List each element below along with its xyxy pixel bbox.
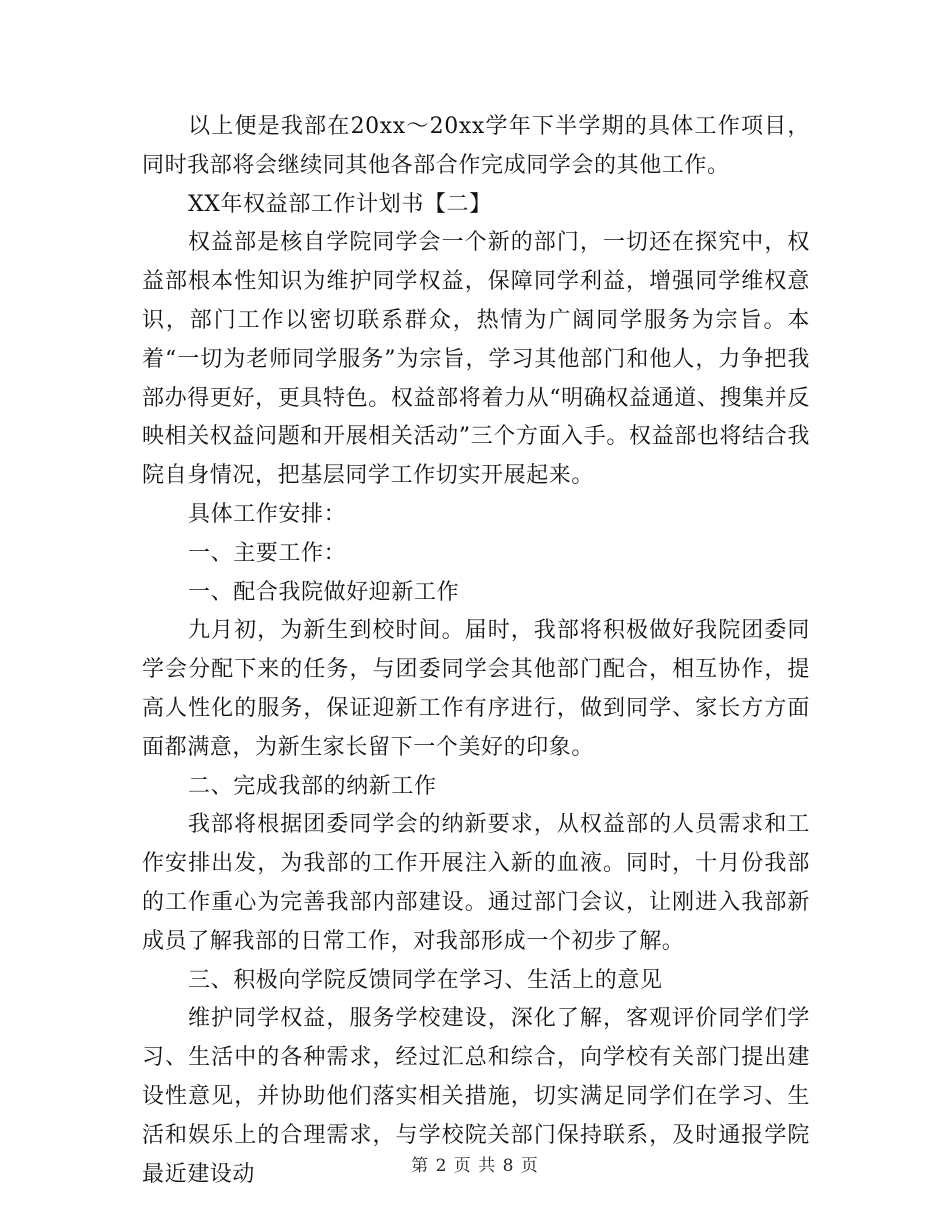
paragraph-closing-summary: 以上便是我部在20xx～20xx学年下半学期的具体工作项目，同时我部将会继续同其他各部合作完成同学会的其他工作。: [142, 114, 810, 178]
document-body: [142, 108, 810, 1194]
heading-freshman-welcome: 一、配合我院做好迎新工作: [188, 579, 460, 605]
heading-recruitment: 二、完成我部的纳新工作: [188, 773, 437, 799]
page-number-footer: 第 2 页 共 8 页: [411, 1156, 539, 1176]
heading-feedback: 三、积极向学院反馈同学在学习、生活上的意见: [188, 967, 663, 993]
paragraph-recruitment: 我部将根据团委同学会的纳新要求，从权益部的人员需求和工作安排出发，为我部的工作开展注入新的血液。同时，十月份我部的工作重心为完善我部内部建设。通过部门会议，让刚进入我部新成员了解我部的日常工作，对我部形成一个初步了解。: [142, 812, 810, 954]
paragraph-freshman-welcome: 九月初，为新生到校时间。届时，我部将积极做好我院团委同学会分配下来的任务，与团委同学会其他部门配合，相互协作，提高人性化的服务，保证迎新工作有序进行，做到同学、家长方方面面都满意，为新生家长留下一个美好的印象。: [142, 618, 810, 760]
heading-work-arrangement: 具体工作安排：: [188, 501, 347, 527]
section-title-plan-two: XX年权益部工作计划书【二】: [188, 191, 492, 217]
paragraph-feedback: 维护同学权益，服务学校建设，深化了解，客观评价同学们学习、生活中的各种需求，经过汇总和综合，向学校有关部门提出建设性意见，并协助他们落实相关措施，切实满足同学们在学习、生活和娱乐上的合理需求，与学校院关部门保持联系，及时通报学院最近建设动: [142, 1006, 810, 1187]
paragraph-department-intro: 权益部是核自学院同学会一个新的部门，一切还在探究中，权益部根本性知识为维护同学权益，保障同学利益，增强同学维权意识，部门工作以密切联系群众，热情为广阔同学服务为宗旨。本着“一切为老师同学服务”为宗旨，学习其他部门和他人，力争把我部办得更好，更具特色。权益部将着力从“明确权益通道、搜集并反映相关权益问题和开展相关活动”三个方面入手。权益部也将结合我院自身情况，把基层同学工作切实开展起来。: [142, 230, 810, 489]
heading-main-work: 一、主要工作：: [188, 540, 347, 566]
